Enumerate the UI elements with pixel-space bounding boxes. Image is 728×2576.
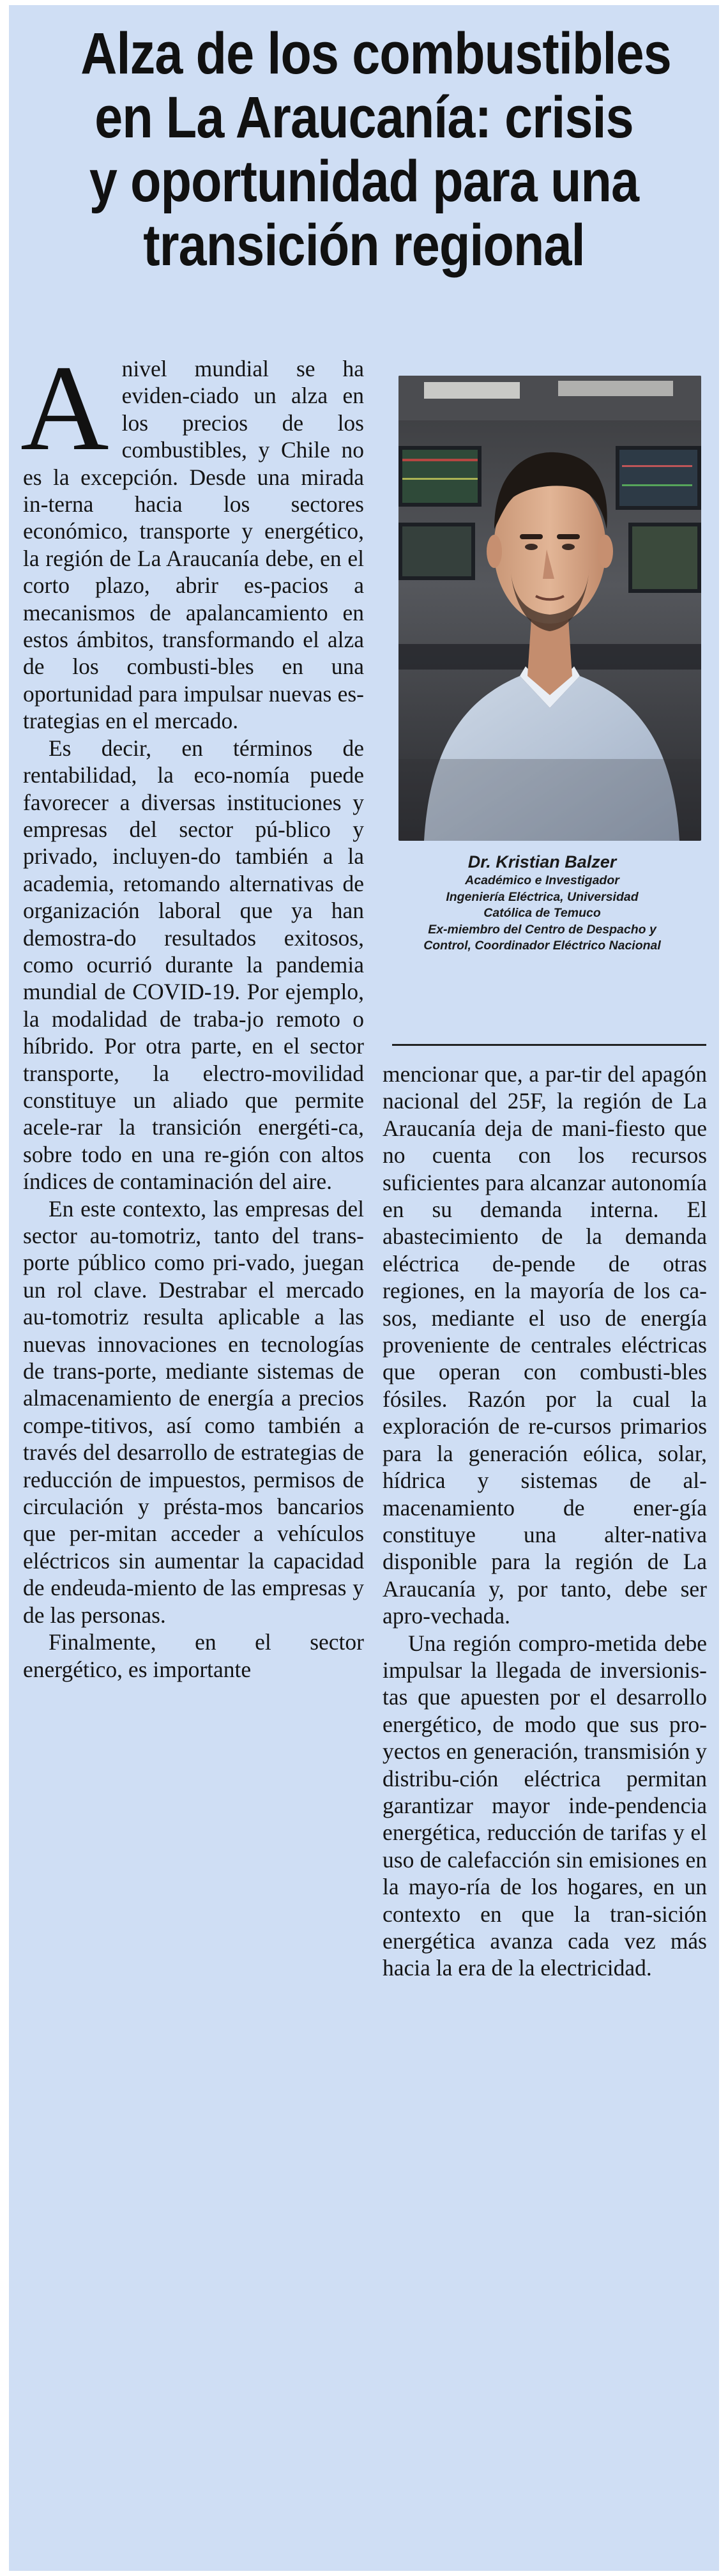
article-text-line: empresas del sector pú-: [23, 816, 285, 842]
article-text-line: jo remoto o híbrido. Por: [23, 1006, 364, 1059]
article-text-line: pende de otras regiones,: [383, 1250, 708, 1304]
article-text-line: gía constituye una alter-: [383, 1494, 707, 1547]
article-text-line: ciado un alza: [190, 383, 328, 409]
article-text-line: la pandemia mundial de: [23, 951, 364, 1005]
article-paragraph: [383, 1061, 707, 1630]
headline-line: Alza de los combustibles: [80, 21, 671, 86]
article-text-line: En este contexto, las: [49, 1195, 239, 1222]
article-text-line: blico y privado, incluyen-: [23, 816, 365, 870]
author-credential-line: Académico e Investigador: [465, 873, 619, 887]
article-text-line: hídrica y sistemas de al-: [383, 1468, 707, 1494]
article-text-line: pacios a mecanismos de: [23, 572, 364, 625]
article-text-line: de circulación y présta-: [23, 1466, 365, 1520]
article-text-line: energético, la región de: [23, 518, 364, 571]
article-text-line: sición energética avanza: [383, 1901, 707, 1954]
article-text-line: de los combustibles, y: [121, 410, 364, 463]
headline-line: transición regional: [143, 213, 585, 278]
author-credential-line: Control, Coordinador Eléctrico Nacional: [423, 939, 661, 953]
article-text-line: se ha eviden-: [121, 356, 364, 409]
article-text-line: La Araucanía debe, en: [137, 545, 342, 571]
article-text-line: tir del apagón nacional: [383, 1061, 707, 1114]
article-text-line: cada vez más hacia la era: [383, 1928, 707, 1981]
article-text-line: ría de los hogares, en un: [466, 1874, 707, 1900]
article-text-line: en los precios: [121, 383, 365, 436]
article-text-line: emisiones en la mayo-: [383, 1846, 708, 1900]
author-credential-line: Católica de Temuco: [483, 906, 601, 920]
article-text-line: eléctricos sin aumentar: [23, 1547, 239, 1574]
article-text-line: titivos, así como también: [91, 1412, 341, 1438]
article-text-line: bles en una oportunidad: [23, 654, 364, 707]
article-text-line: nivel mundial: [121, 356, 269, 381]
article-text-line: del 25F, la región de La: [469, 1088, 708, 1114]
author-name: Dr. Kristian Balzer: [467, 852, 617, 871]
article-text-line: para alcanzar autonomía: [485, 1169, 708, 1195]
article-text-line: Desde una mirada in-: [23, 464, 364, 518]
article-text-line: de las personas.: [23, 1602, 166, 1628]
article-text-line: la capacidad de endeuda-: [23, 1547, 365, 1601]
article-text-line: bles fósiles. Razón por la: [383, 1359, 708, 1412]
article-text-line: en la mayoría de los ca-: [474, 1278, 708, 1304]
article-headline: [80, 21, 671, 278]
article-paragraph: [23, 735, 364, 1195]
article-text-line: los recursos suficientes: [383, 1142, 708, 1195]
author-credential-line: Ex-miembro del Centro de Despacho y: [428, 922, 656, 937]
article-text-line: tomotriz resulta aplicable: [52, 1304, 300, 1330]
article-text-line: tas que apuesten por el: [383, 1684, 607, 1710]
article-text-line: cual la exploración de re-: [383, 1386, 707, 1439]
article-text-line: porte, mediante sistemas: [104, 1358, 334, 1384]
article-text-line: energía proveniente de: [383, 1305, 708, 1358]
article-text-line: mos bancarios que per-: [23, 1494, 365, 1547]
article-text-line: que ya han demostra-: [23, 898, 365, 951]
article-text-line: gión con altos índices de: [23, 1141, 364, 1195]
article-text-line: Araucanía deja de mani-: [383, 1115, 615, 1141]
article-text-line: centrales eléctricas que: [383, 1332, 708, 1385]
article-text-line: trategias en el mercado.: [23, 708, 239, 734]
article-text-line: pendencia energética,: [383, 1792, 707, 1846]
article-text-line: do también a la academia,: [23, 843, 364, 896]
article-text-line: de modo que sus pro-: [492, 1711, 707, 1737]
article-text-line: el uso de calefacción sin: [383, 1820, 708, 1873]
article-text-line: vado, juegan un rol clave.: [23, 1250, 364, 1303]
article-text-line: rar la transición energéti-: [77, 1114, 338, 1140]
article-text-line: ca, sobre todo en una re-: [23, 1114, 364, 1167]
article-text-line: transmisión y distribu-: [383, 1738, 707, 1791]
headline-line: en La Araucanía: crisis: [95, 85, 633, 150]
article-text-line: para impulsar nuevas es-: [138, 680, 365, 707]
article-text-line: económico, transporte y: [23, 518, 254, 544]
article-text-line: Destrabar el mercado au-: [23, 1276, 365, 1330]
article-text-line: el alza de los combusti-: [23, 627, 364, 680]
article-text-line: estrategias de reducción: [23, 1439, 365, 1492]
article-text-line: como ocurrió durante: [23, 951, 234, 977]
article-text-line: reducción de tarifas y: [487, 1820, 685, 1846]
article-text-line: macenamiento de ener-: [383, 1494, 679, 1521]
caption-divider: [392, 1044, 706, 1046]
article-column-right: [383, 1061, 707, 1982]
article-text-line: energía a precios compe-: [23, 1385, 364, 1438]
article-text-line: en su demanda interna.: [383, 1197, 659, 1223]
author-photo: [398, 376, 701, 841]
article-text-line: de almacenamiento de: [23, 1358, 364, 1411]
article-text-line: nativa disponible para la: [383, 1521, 707, 1575]
article-text-line: nomía puede favorecer a: [23, 762, 365, 815]
article-text-line: apalancamiento en estos: [23, 599, 365, 653]
article-text-line: empresas del sector au-: [23, 1195, 364, 1248]
article-text-line: otra parte, en el sector: [146, 1033, 365, 1059]
article-text-line: Es decir, en términos: [49, 735, 313, 761]
article-text-line: metida debe impulsar la: [383, 1630, 707, 1683]
article-text-line: operan con combusti-: [438, 1359, 671, 1385]
article-text-line: transporte, la electro-: [23, 1060, 273, 1086]
author-caption: [379, 851, 705, 954]
article-text-line: aliado que permite acele-: [23, 1087, 365, 1140]
article-text-line: fiesto que no cuenta con: [383, 1115, 707, 1169]
article-text-line: COVID-19. Por ejemplo,: [132, 979, 365, 1005]
article-text-line: energético, es importante: [23, 1656, 252, 1682]
article-paragraph: [23, 1629, 364, 1683]
article-text-line: movilidad constituye un: [23, 1060, 364, 1113]
headline-line: y oportunidad para una: [89, 149, 639, 214]
article-text-line: retomando alternativas: [123, 870, 334, 896]
article-text-line: mencionar que, a par-: [383, 1061, 582, 1087]
article-text-line: terna hacia los sectores: [48, 491, 364, 518]
article-text-line: yectos en generación,: [383, 1738, 579, 1765]
article-paragraph: [23, 1195, 364, 1629]
article-text-line: contaminación del aire.: [119, 1169, 332, 1195]
article-text-line: mitan acceder a vehículos: [105, 1521, 365, 1547]
article-column-left: [20, 340, 365, 1683]
article-text-line: por tanto, debe ser apro-: [383, 1575, 708, 1629]
article-text-line: Chile no es la excepción.: [23, 437, 364, 490]
article-text-line: miento de las empresas y: [133, 1575, 364, 1601]
article-text-line: región de La Araucanía y,: [383, 1549, 708, 1602]
article-text-line: ción eléctrica permitan: [459, 1765, 707, 1791]
article-text-line: de la electricidad.: [491, 1955, 652, 1981]
article-text-line: Una región compro-: [408, 1630, 595, 1656]
article-paragraph: [383, 1630, 707, 1982]
article-text-line: a través del desarrollo de: [23, 1412, 364, 1466]
newspaper-page: [9, 5, 719, 2571]
article-text-line: a las nuevas innovaciones: [23, 1304, 364, 1357]
article-text-line: de rentabilidad, la eco-: [23, 735, 364, 788]
article-text-line: porte público como pri-: [23, 1250, 246, 1276]
article-text-line: el corto plazo, abrir es-: [23, 545, 364, 599]
article-text-line: cursos primarios para la: [383, 1413, 708, 1466]
article-text-line: demanda eléctrica de-: [383, 1223, 707, 1276]
article-paragraph: [20, 340, 365, 735]
article-text-line: diversas instituciones y: [141, 789, 365, 815]
article-text-line: Finalmente, en el sector: [49, 1629, 364, 1655]
article-text-line: desarrollo energético,: [383, 1684, 707, 1737]
article-text-line: llegada de inversionis-: [496, 1657, 708, 1683]
article-text-line: de impuestos, permisos: [119, 1466, 335, 1492]
article-text-line: vechada.: [430, 1603, 511, 1629]
article-text-line: de organización laboral: [23, 870, 365, 924]
article-text-line: tomotriz, tanto del trans-: [118, 1223, 364, 1248]
article-text-line: en tecnologías de trans-: [23, 1331, 364, 1384]
article-text-line: El abastecimiento de la: [383, 1197, 708, 1250]
article-text-line: garantizar mayor inde-: [383, 1792, 616, 1818]
article-text-line: do resultados exitosos,: [113, 924, 364, 951]
article-text-line: la modalidad de traba-: [23, 1006, 246, 1032]
article-text-line: ámbitos, transformando: [76, 627, 295, 653]
article-text-line: contexto en que la tran-: [383, 1901, 653, 1927]
article-text-line: sos, mediante el uso de: [383, 1305, 626, 1331]
author-credential-line: Ingeniería Eléctrica, Universidad: [446, 889, 639, 904]
article-text-line: generación eólica, solar,: [468, 1440, 707, 1466]
drop-cap: A: [20, 340, 109, 476]
